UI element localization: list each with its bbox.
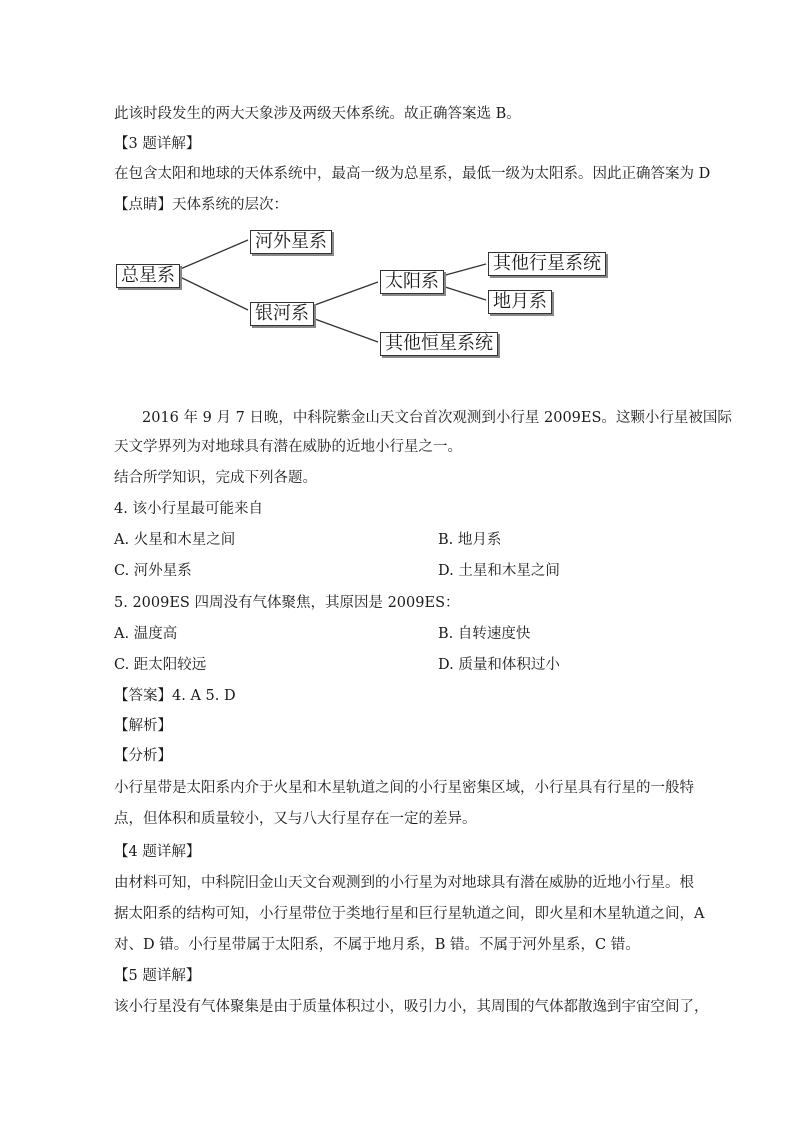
node-milky-way: 银河系 — [250, 302, 314, 326]
option-d: D. 质量和体积过小 — [438, 657, 560, 673]
option-a: A. 火星和木星之间 — [114, 532, 236, 548]
option-c: C. 距太阳较远 — [114, 657, 207, 673]
paragraph-line: 对、D 错。小行星带属于太阳系，不属于地月系，B 错。不属于河外星系，C 错。 — [114, 937, 640, 953]
option-a: A. 温度高 — [114, 626, 178, 642]
node-earth-moon-system: 地月系 — [488, 290, 552, 314]
paragraph-line: 天文学界列为对地球具有潜在威胁的近地小行星之一。 — [114, 439, 462, 455]
text-line: 此该时段发生的两大天象涉及两级天体系统。故正确答案选 B。 — [114, 106, 521, 122]
connector — [312, 282, 378, 306]
section-heading: 【点睛】天体系统的层次： — [114, 197, 288, 213]
section-heading: 【4 题详解】 — [114, 844, 201, 860]
paragraph-line: 2016 年 9 月 7 日晚，中科院紫金山天文台首次观测到小行星 2009ES。这颗小行星被国际 — [142, 410, 732, 426]
option-d: D. 土星和木星之间 — [438, 563, 560, 579]
node-other-star-systems: 其他恒星系统 — [380, 332, 498, 356]
option-b: B. 地月系 — [438, 532, 502, 548]
section-heading: 【5 题详解】 — [114, 968, 201, 984]
paragraph-line: 该小行星没有气体聚集是由于质量体积过小，吸引力小，其周围的气体都散逸到宇宙空间了， — [114, 999, 709, 1015]
text-line: 在包含太阳和地球的天体系统中，最高一级为总星系，最低一级为太阳系。因此正确答案为 D — [114, 166, 711, 182]
connector — [178, 276, 248, 310]
section-heading: 【3 题详解】 — [114, 136, 201, 152]
connector — [178, 240, 248, 270]
node-solar-system: 太阳系 — [380, 270, 444, 294]
paragraph-line: 据太阳系的结构可知，小行星带位于类地行星和巨行星轨道之间，即火星和木星轨道之间，A — [114, 906, 705, 922]
question-5: 5. 2009ES 四周没有气体聚焦，其原因是 2009ES： — [114, 595, 460, 611]
paragraph-line: 点，但体积和质量较小，又与八大行星存在一定的差异。 — [114, 811, 477, 827]
paragraph-line: 由材料可知，中科院旧金山天文台观测到的小行星为对地球具有潜在威胁的近地小行星。根 — [114, 875, 694, 891]
answer-line: 【答案】4. A 5. D — [114, 688, 236, 704]
connector — [312, 318, 378, 342]
node-other-galaxies: 河外星系 — [250, 230, 332, 254]
section-heading: 【分析】 — [114, 748, 172, 764]
section-heading: 【解析】 — [114, 718, 172, 734]
node-total-galaxy: 总星系 — [116, 264, 180, 288]
text-line: 结合所学知识，完成下列各题。 — [114, 470, 317, 486]
connector — [442, 264, 486, 276]
option-c: C. 河外星系 — [114, 563, 192, 579]
connector — [442, 286, 486, 300]
question-4: 4. 该小行星最可能来自 — [114, 501, 263, 517]
paragraph-line: 小行星带是太阳系内介于火星和木星轨道之间的小行星密集区域，小行星具有行星的一般特 — [114, 780, 694, 796]
option-b: B. 自转速度快 — [438, 626, 531, 642]
node-other-planet-systems: 其他行星系统 — [488, 252, 606, 276]
